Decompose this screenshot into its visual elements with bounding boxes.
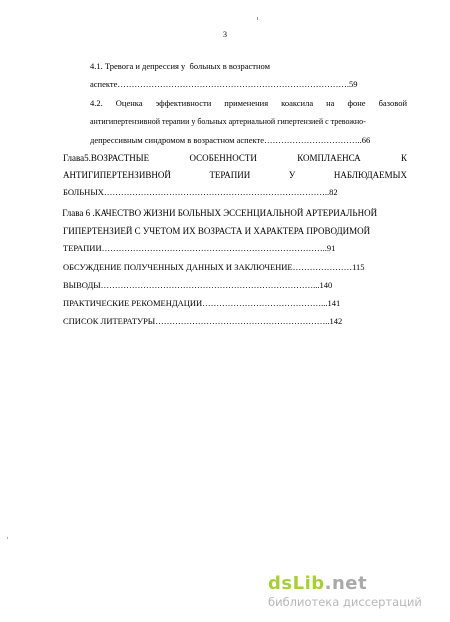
toc-references-entry: СПИСОК ЛИТЕРАТУРЫ……………………………………………………..142	[63, 316, 343, 326]
toc-word: ТЕРАПИИ	[209, 170, 251, 180]
toc-conclusions-entry: ВЫВОДЫ…………………………………………………………………...140	[63, 280, 333, 290]
toc-section-4-1-entry: аспекте……………………………………………………………………….59	[90, 79, 358, 89]
toc-section-4-1-title: 4.1. Тревога и депрессия у больных в возрастном	[90, 61, 270, 71]
dslib-logo-main: dsLib	[268, 573, 325, 594]
toc-word: базовой	[378, 98, 407, 108]
dslib-subtitle: библиотека диссертаций	[268, 595, 422, 609]
toc-section-4-2-entry: депрессивным синдромом в возрастном аспекте……………………………..66	[90, 135, 371, 145]
toc-word: коаксила	[281, 98, 314, 108]
toc-chapter-6-entry: ТЕРАПИИ……………………………………………………………………..91	[63, 243, 336, 253]
toc-chapter-5-entry: БОЛЬНЫХ……………………………………………………………………..82	[63, 187, 338, 197]
toc-word: применения	[224, 98, 269, 108]
toc-word: на	[326, 98, 335, 108]
page-number: 3	[223, 30, 227, 39]
toc-section-4-2-title-line1	[90, 99, 407, 108]
toc-chapter-5-title-line1	[63, 154, 407, 163]
toc-chapter-6-title-line1: Глава 6 .КАЧЕСТВО ЖИЗНИ БОЛЬНЫХ ЭССЕНЦИАЛЬНОЙ АРТЕРИАЛЬНОЙ	[60, 208, 378, 218]
toc-word: У	[288, 170, 296, 180]
toc-word: Глава5.ВОЗРАСТНЫЕ	[63, 153, 150, 163]
toc-word: ОСОБЕННОСТИ	[189, 153, 257, 163]
dslib-logo	[268, 575, 367, 593]
dslib-watermark	[268, 575, 443, 615]
toc-word: НАБЛЮДАЕМЫХ	[333, 170, 407, 180]
toc-word: 4.2.	[90, 98, 103, 108]
scan-edge-mark	[7, 537, 8, 539]
toc-word: эффективности	[155, 98, 212, 108]
toc-word: фоне	[347, 98, 366, 108]
toc-chapter-6-title-line2: ГИПЕРТЕНЗИЕЙ С УЧЕТОМ ИХ ВОЗРАСТА И ХАРАКТЕРА ПРОВОДИМОЙ	[63, 226, 371, 236]
toc-recommendations-entry: ПРАКТИЧЕСКИЕ РЕКОМЕНДАЦИИ……………………………………...141	[63, 298, 341, 308]
toc-section-4-2-title-line2: антигипертензивной терапии у больных артериальной гипертензией с тревожно-	[90, 117, 366, 126]
toc-word: КОМПЛАЕНСА	[297, 153, 361, 163]
toc-word: К	[400, 153, 407, 163]
toc-chapter-5-title-line2	[63, 171, 407, 180]
toc-word: АНТИГИПЕРТЕНЗИВНОЙ	[63, 170, 171, 180]
toc-discussion-entry: ОБСУЖДЕНИЕ ПОЛУЧЕННЫХ ДАННЫХ И ЗАКЛЮЧЕНИЕ…………………115	[63, 262, 365, 272]
dslib-logo-suffix: .net	[324, 573, 368, 594]
toc-word: Оценка	[115, 98, 143, 108]
